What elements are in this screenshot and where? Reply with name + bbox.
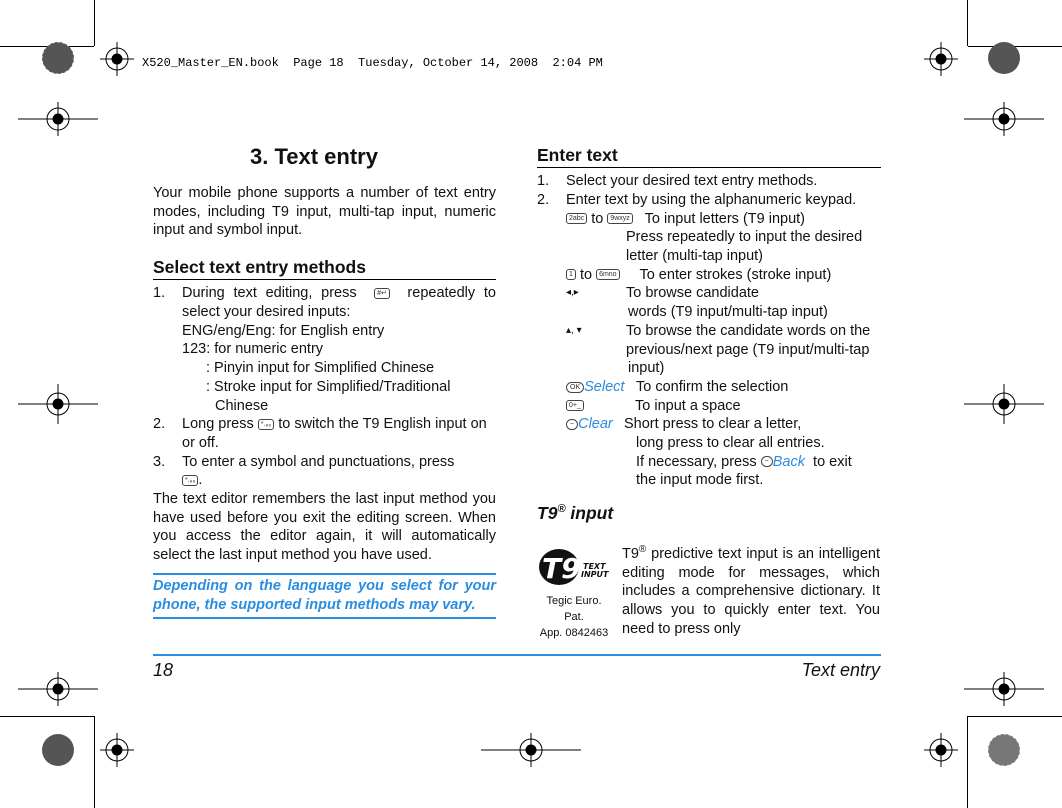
footer-rule: [153, 654, 881, 656]
key-6-icon: 6mno: [596, 269, 620, 280]
up-down-keys-icon: ▴, ▾: [566, 324, 582, 336]
t9-logo-icon: [537, 543, 609, 591]
softkey-icon: −: [566, 419, 578, 430]
color-bar-icon: [42, 42, 74, 74]
left-right-keys-icon: ◂,▸: [566, 287, 579, 299]
registration-mark-icon: [964, 672, 1044, 706]
option-pinyin: : Pinyin input for Simplified Chinese: [206, 360, 435, 377]
back-softkey: Back: [772, 453, 805, 470]
right-column: Enter text 1. Select your desired text entry methods. 2. Enter text by using the alphanumeric keypad. 2abc to 9wxyz To input letters (T9 input) Press repeatedly to input the desired letter (multi-tap input) 1 to 6mno To enter strokes (stroke input) ◂,▸ To browse candidate words (T9 input/multi-tap input) ▴, ▾ To browse the candidate words on the previous/next page (T9 input/multi-tap input) OK Select To confirm the selection 0+_ To input a space − Clear Short press to clear a letter, long press to clear all entries. If necessary, press − Back to exit the input mode first.: [537, 146, 881, 490]
registration-mark-icon: [100, 733, 134, 767]
list-item: 1. During text editing, press #↵ repeatedly to select your desired inputs: ENG/eng/Eng: for English entry 123: for numeric entry : Pinyin input for Simplified Chinese : Stroke input for Simplified/Traditional Chinese: [153, 285, 496, 414]
list-item: 1. Select your desired text entry methods.: [537, 173, 818, 190]
registration-mark-icon: [964, 384, 1044, 424]
option-eng: ENG/eng/Eng: for English entry: [182, 322, 385, 339]
key-1-icon: 1: [566, 269, 576, 280]
heading-rule: [537, 167, 881, 169]
color-bar-icon: [988, 42, 1020, 74]
registration-mark-icon: [964, 102, 1044, 136]
ok-key-icon: OK: [566, 382, 584, 393]
registration-mark-icon: [18, 672, 98, 706]
footer-section: Text entry: [801, 660, 880, 680]
star-key-icon: *.₈₆: [182, 475, 198, 486]
registration-mark-icon: [924, 733, 958, 767]
intro-paragraph: Your mobile phone supports a number of text entry modes, including T9 input, multi-tap input, numeric input and symbol input.: [153, 185, 496, 239]
select-softkey: Select: [584, 378, 625, 395]
enter-text-heading: Enter text: [537, 145, 618, 165]
note-rule: [153, 617, 496, 619]
registration-mark-icon: [18, 102, 98, 136]
key-0-icon: 0+_: [566, 400, 584, 411]
svg-text:TEXT: TEXT: [583, 562, 606, 571]
registration-mark-icon: [100, 42, 134, 76]
print-header: X520_Master_EN.book Page 18 Tuesday, October 14, 2008 2:04 PM: [142, 56, 603, 70]
editor-paragraph: The text editor remembers the last input method you have used before you exit the editing screen. When you access the editor again, it will automatically select the last input method you have used.: [153, 491, 496, 564]
svg-text:T9: T9: [542, 552, 581, 585]
note-rule: [153, 573, 496, 575]
list-item: 2. Enter text by using the alphanumeric keypad.: [537, 191, 857, 208]
registration-mark-icon: [481, 733, 581, 767]
chapter-title: 3. Text entry: [250, 144, 378, 169]
softkey-icon: −: [761, 456, 773, 467]
clear-softkey: Clear: [578, 416, 613, 433]
note-text: Depending on the language you select for your phone, the supported input methods may vary.: [153, 577, 496, 613]
option-123: 123: for numeric entry: [182, 341, 324, 358]
t9-logo: [537, 543, 609, 591]
option-stroke: : Stroke input for Simplified/Traditional: [206, 378, 451, 395]
key-2-icon: 2abc: [566, 213, 587, 224]
page-number: 18: [153, 660, 174, 680]
t9-paragraph: T9® predictive text input is an intelligent editing mode for messages, which includes a comprehensive dictionary. It allows you to quickly enter text. You need to press only: [622, 544, 880, 637]
list-item: 3. To enter a symbol and punctuations, press *.₈₆ .: [153, 453, 455, 489]
star-key-icon: *.₈₆: [258, 419, 274, 430]
svg-text:INPUT: INPUT: [581, 570, 609, 579]
color-bar-icon: [42, 734, 74, 766]
t9-input-heading: T9® input: [537, 503, 614, 523]
heading-rule: [153, 279, 496, 281]
key-9-icon: 9wxyz: [607, 213, 632, 224]
registration-mark-icon: [924, 42, 958, 76]
left-column: [153, 184, 496, 619]
color-bar-icon: [988, 734, 1020, 766]
patent-note: Tegic Euro. Pat. App. 0842463: [539, 595, 609, 639]
select-methods-heading: Select text entry methods: [153, 257, 366, 278]
registration-mark-icon: [18, 384, 98, 424]
hash-key-icon: #↵: [374, 288, 390, 299]
list-item: 2. Long press *.₈₆ to switch the T9 English input on or off.: [153, 416, 487, 451]
